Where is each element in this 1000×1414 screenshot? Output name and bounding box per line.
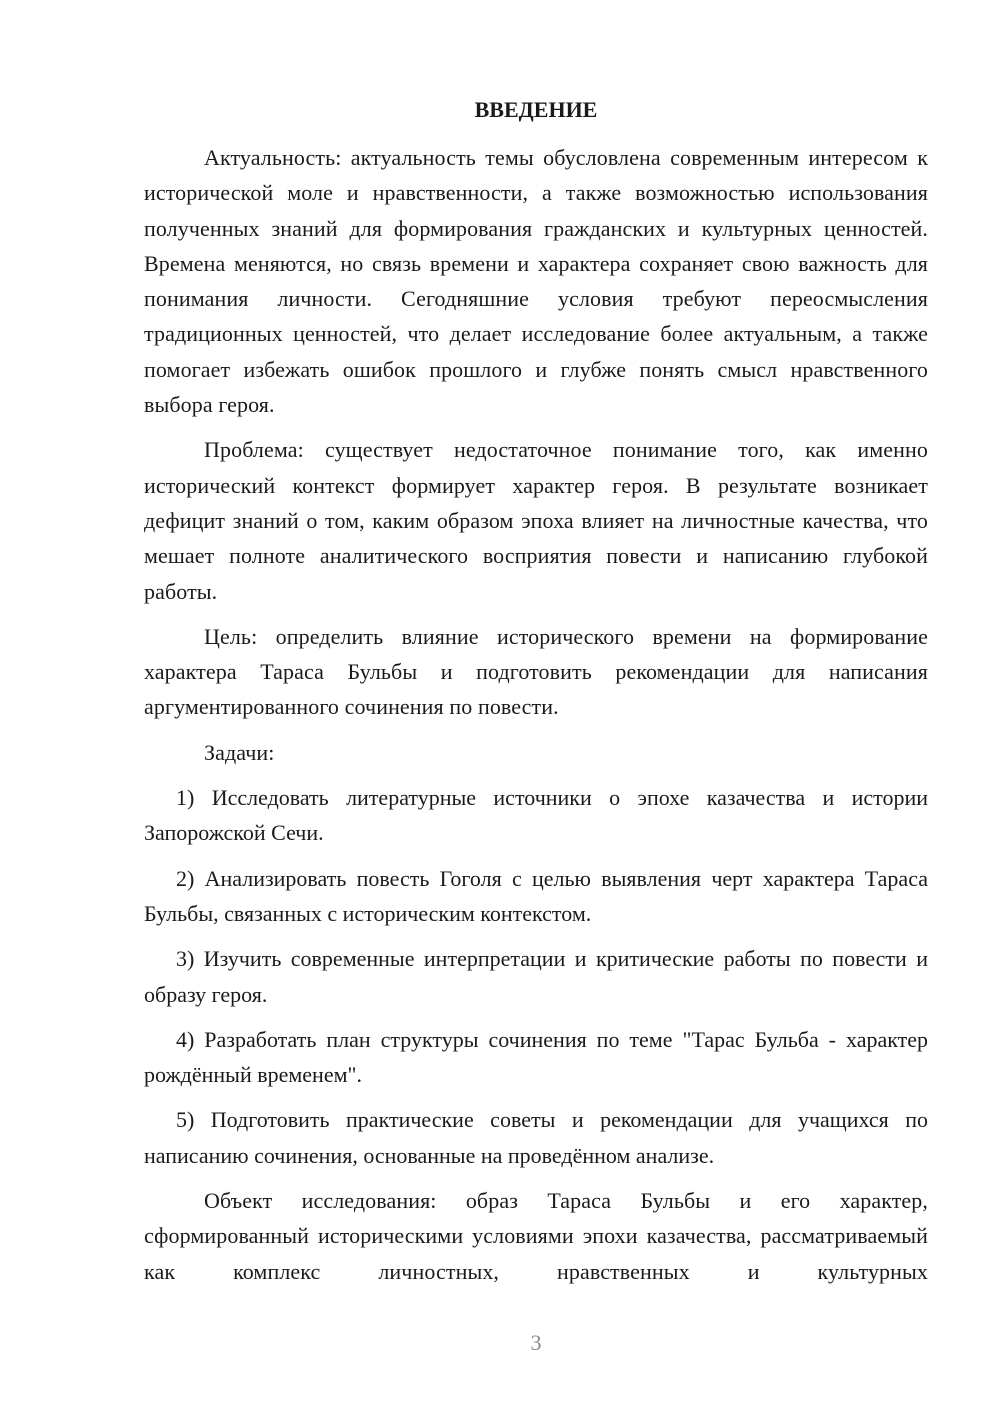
page-number: 3 xyxy=(530,1330,542,1355)
task-item-3: 3) Изучить современные интерпретации и критические работы по повести и образу героя. xyxy=(144,946,928,1007)
task-item-1: 1) Исследовать литературные источники о эпохе казачества и истории Запорожской Сечи. xyxy=(144,785,928,846)
problem-paragraph: Проблема: существует недостаточное понимание того, как именно исторический контекст формирует характер героя. В результате возникает дефицит знаний о том, каким образом эпоха влияет на личностные качества, что мешает полноте аналитического восприятия повести и написанию глубокой работы. xyxy=(144,437,928,604)
object-paragraph: Объект исследования: образ Тараса Бульбы и его характер, сформированный историческими условиями эпохи казачества, рассматриваемый как комплекс личностных, нравственных и культурных xyxy=(144,1188,928,1284)
document-page xyxy=(144,92,928,1299)
task-item-2: 2) Анализировать повесть Гоголя с целью выявления черт характера Тараса Бульбы, связанных с историческим контекстом. xyxy=(144,865,928,926)
task-item-5: 5) Подготовить практические советы и рекомендации для учащихся по написанию сочинения, основанные на проведённом анализе. xyxy=(144,1107,928,1168)
tasks-heading: Задачи: xyxy=(204,739,275,765)
goal-paragraph: Цель: определить влияние исторического времени на формирование характера Тараса Бульбы и подготовить рекомендации для написания аргументированного сочинения по повести. xyxy=(144,623,928,720)
task-item-4: 4) Разработать план структуры сочинения по теме "Тарас Бульба - характер рождённый временем". xyxy=(144,1026,928,1088)
relevance-paragraph: Актуальность: актуальность темы обусловлена современным интересом к исторической моле и нравственности, а также возможностью использования полученных знаний для формирования гражданских и культурных ценностей. Времена меняются, но связь времени и характера сохраняет свою важность для понимания личности. Сегодняшние условия требуют переосмысления традиционных ценностей, что делает исследование более актуальным, а также помогает избежать ошибок прошлого и глубже понять смысл нравственного выбора героя. xyxy=(144,145,928,418)
page-title: ВВЕДЕНИЕ xyxy=(474,97,598,122)
